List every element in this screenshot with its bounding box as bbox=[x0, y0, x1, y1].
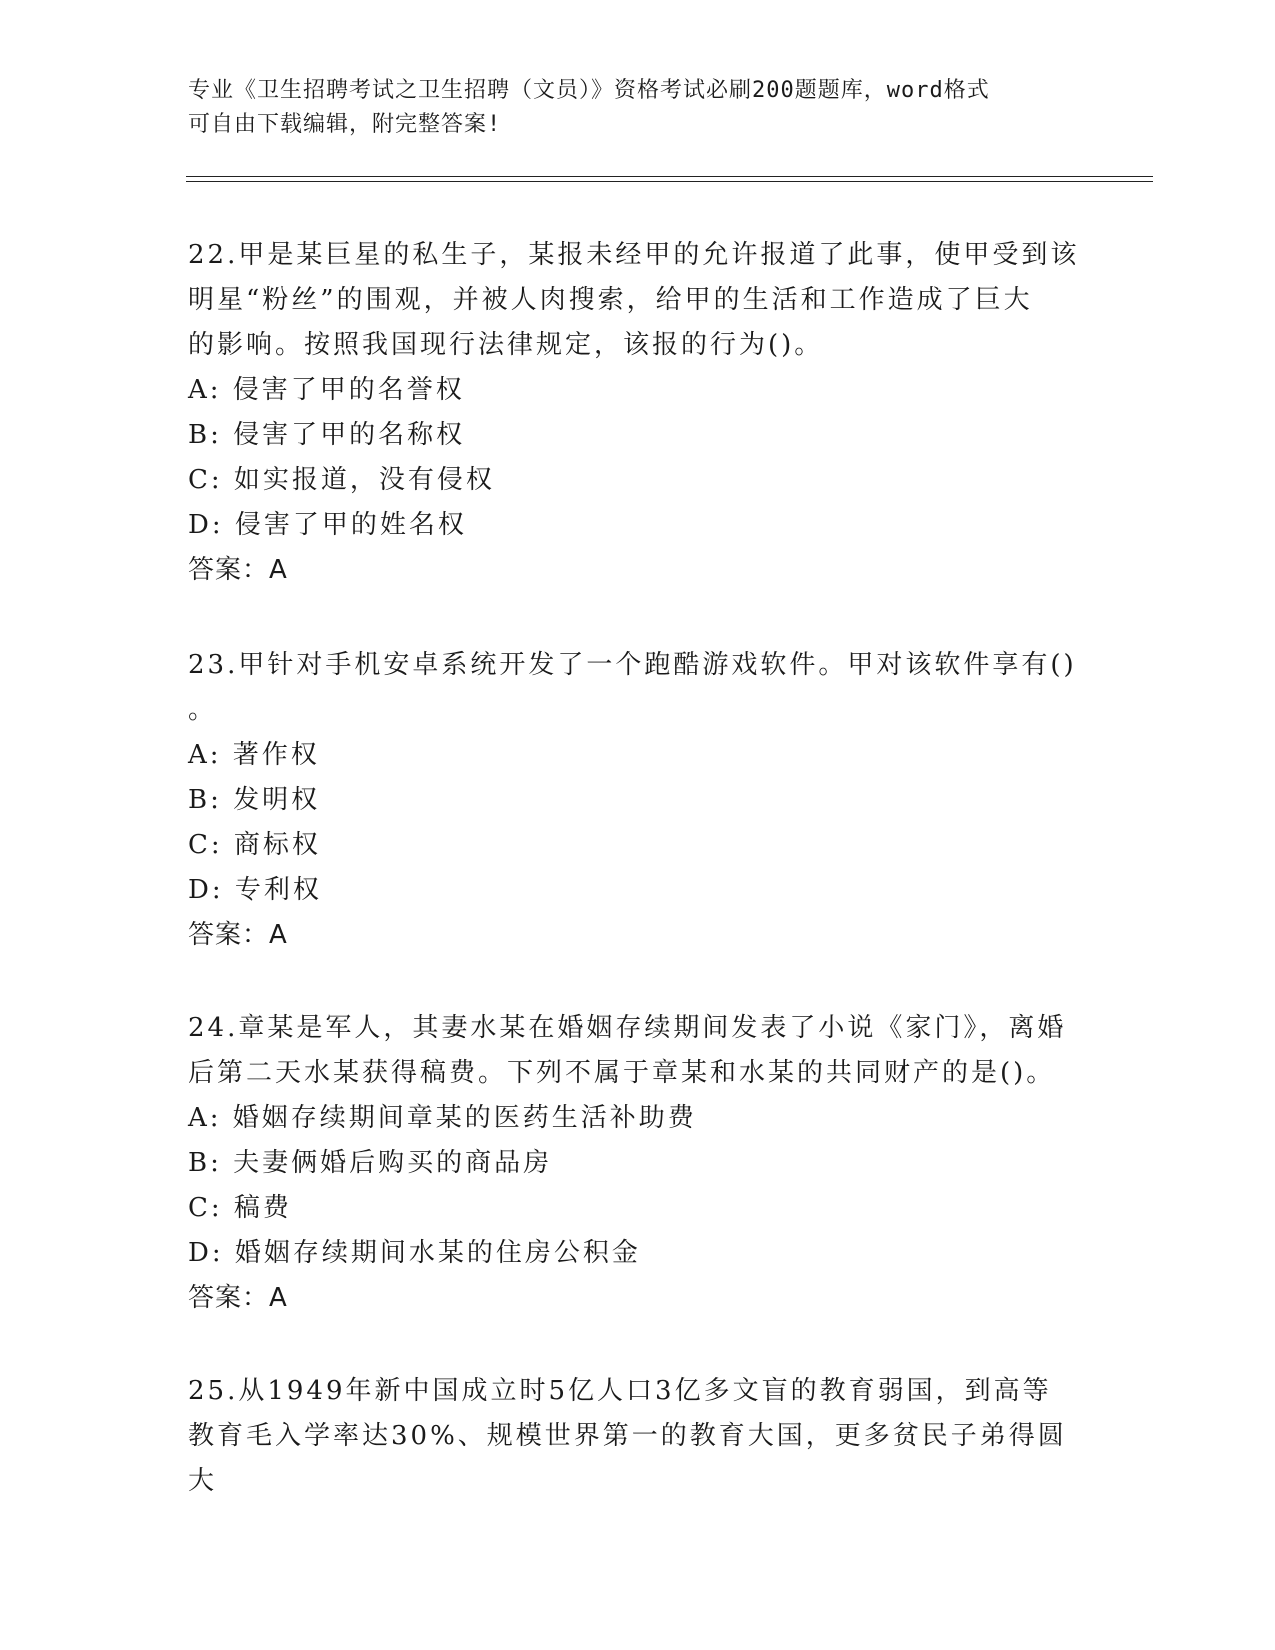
stem-line: 25.从1949年新中国成立时5亿人口3亿多文盲的教育弱国，到高等 bbox=[188, 1376, 1052, 1406]
question-24 bbox=[188, 1006, 1088, 1321]
answer-line: 答案：A bbox=[188, 555, 288, 585]
stem-line: 后第二天水某获得稿费。下列不属于章某和水某的共同财产的是()。 bbox=[188, 1058, 1056, 1088]
header-title-line-2: 可自由下载编辑，附完整答案! bbox=[188, 112, 502, 137]
answer-line: 答案：A bbox=[188, 920, 288, 950]
document-header bbox=[188, 74, 1068, 142]
stem-line: 教育毛入学率达30%、规模世界第一的教育大国，更多贫民子弟得圆大 bbox=[188, 1421, 1067, 1496]
option-b: B: 侵害了甲的名称权 bbox=[188, 420, 466, 450]
option-d: D: 专利权 bbox=[188, 875, 322, 905]
option-d: D: 婚姻存续期间水某的住房公积金 bbox=[188, 1238, 641, 1268]
question-stem bbox=[188, 1006, 1088, 1096]
header-divider-bottom bbox=[186, 181, 1153, 182]
option-c: C: 商标权 bbox=[188, 830, 321, 860]
question-stem bbox=[188, 1369, 1088, 1504]
stem-line: 22.甲是某巨星的私生子，某报未经甲的允许报道了此事，使甲受到该 bbox=[188, 240, 1080, 270]
stem-line: 的影响。按照我国现行法律规定，该报的行为()。 bbox=[188, 330, 824, 360]
header-title-line-1: 专业《卫生招聘考试之卫生招聘（文员）》资格考试必刷200题题库，word格式 bbox=[188, 78, 990, 103]
stem-line: 23.甲针对手机安卓系统开发了一个跑酷游戏软件。甲对该软件享有() bbox=[188, 650, 1077, 680]
question-stem bbox=[188, 233, 1088, 368]
option-a: A: 著作权 bbox=[188, 740, 320, 770]
option-b: B: 发明权 bbox=[188, 785, 321, 815]
option-c: C: 如实报道，没有侵权 bbox=[188, 465, 495, 495]
stem-line: 。 bbox=[188, 695, 218, 725]
question-23 bbox=[188, 643, 1088, 958]
option-d: D: 侵害了甲的姓名权 bbox=[188, 510, 467, 540]
stem-line: 24.章某是军人，其妻水某在婚姻存续期间发表了小说《家门》，离婚 bbox=[188, 1013, 1067, 1043]
stem-line: 明星“粉丝”的围观，并被人肉搜索，给甲的生活和工作造成了巨大 bbox=[188, 285, 1033, 315]
option-a: A: 侵害了甲的名誉权 bbox=[188, 375, 465, 405]
question-stem bbox=[188, 643, 1088, 733]
option-c: C: 稿费 bbox=[188, 1193, 292, 1223]
option-b: B: 夫妻俩婚后购买的商品房 bbox=[188, 1148, 553, 1178]
answer-line: 答案：A bbox=[188, 1283, 288, 1313]
question-25 bbox=[188, 1369, 1088, 1504]
option-a: A: 婚姻存续期间章某的医药生活补助费 bbox=[188, 1103, 697, 1133]
question-22 bbox=[188, 233, 1088, 593]
header-divider-top bbox=[186, 176, 1153, 177]
